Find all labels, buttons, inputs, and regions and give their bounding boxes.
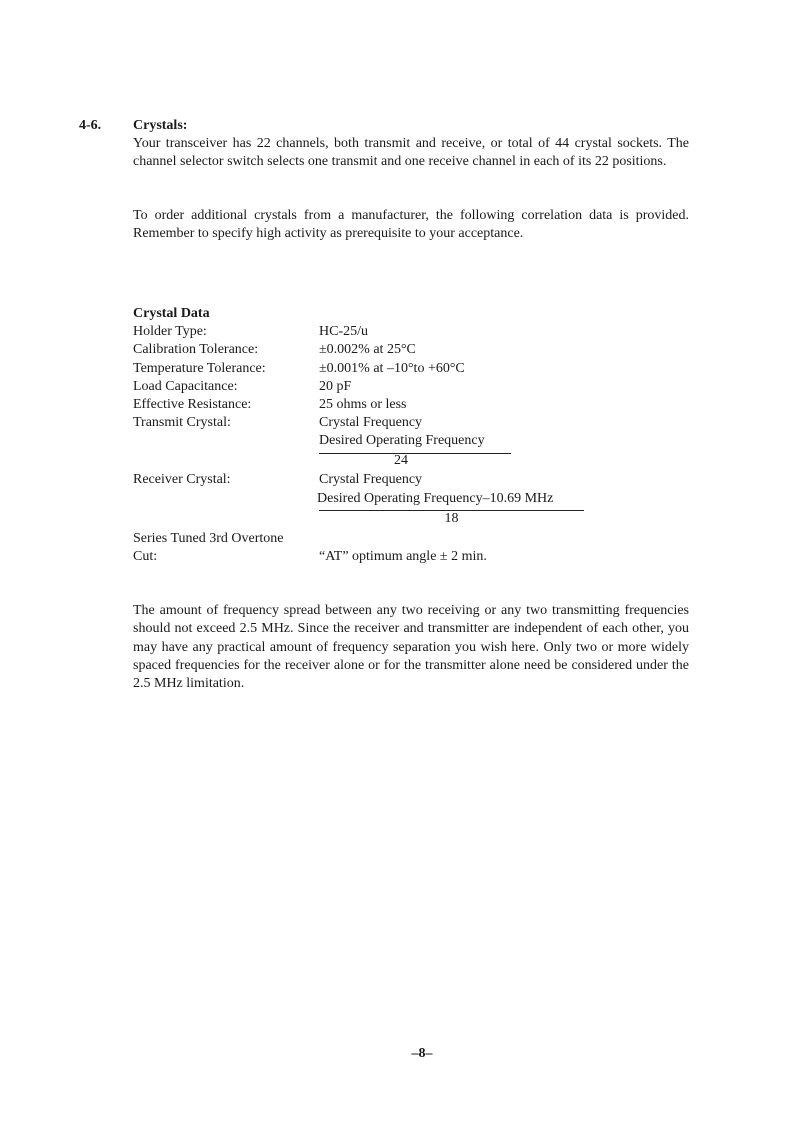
load-capacitance-label: Load Capacitance:	[133, 379, 238, 394]
receiver-fraction-denominator: 18	[444, 511, 459, 526]
transmit-crystal-label: Transmit Crystal:	[133, 415, 231, 430]
page-number: –8–	[411, 1046, 433, 1061]
calibration-tolerance-label: Calibration Tolerance:	[133, 342, 259, 357]
calibration-tolerance-value: ±0.002% at 25°C	[319, 342, 416, 357]
temperature-tolerance-value: ±0.001% at –10°to +60°C	[319, 361, 465, 376]
transmit-fraction-numerator: Desired Operating Frequency	[319, 433, 485, 448]
holder-type-value: HC-25/u	[319, 324, 368, 339]
receiver-crystal-label: Receiver Crystal:	[133, 472, 231, 487]
cut-label-line1: Series Tuned 3rd Overtone	[133, 531, 284, 546]
load-capacitance-value: 20 pF	[319, 379, 352, 394]
receiver-fraction-numerator: Desired Operating Frequency–10.69 MHz	[317, 491, 554, 506]
transmit-crystal-frequency: Crystal Frequency	[319, 415, 423, 430]
section-title: Crystals:	[133, 118, 188, 133]
crystal-data-heading: Crystal Data	[133, 306, 210, 321]
temperature-tolerance-label: Temperature Tolerance:	[133, 361, 266, 376]
paragraph-intro: Your transceiver has 22 channels, both transmit and receive, or total of 44 crystal sockets. The channel selector switch selects one transmit and one receive channel in each of its 22 positions.	[133, 136, 689, 170]
holder-type-label: Holder Type:	[133, 324, 207, 339]
section-number: 4-6.	[79, 118, 102, 133]
transmit-fraction-denominator: 24	[394, 453, 408, 468]
receiver-crystal-frequency: Crystal Frequency	[319, 472, 423, 487]
effective-resistance-label: Effective Resistance:	[133, 397, 252, 412]
cut-label-line2: Cut:	[133, 549, 158, 564]
cut-value: “AT” optimum angle ± 2 min.	[319, 549, 487, 564]
effective-resistance-value: 25 ohms or less	[319, 397, 407, 412]
paragraph-frequency-spread: The amount of frequency spread between any two receiving or any two transmitting frequencies should not exceed 2.5 MHz. Since the receiver and transmitter are independent of each other, you may have any practical amount of frequency separation you wish here. Only two or more widely spaced frequencies for the receiver alone or for the transmitter alone need be considered under the 2.5 MHz limitation.	[133, 603, 689, 692]
paragraph-ordering: To order additional crystals from a manufacturer, the following correlation data is provided. Remember to specify high activity as prerequisite to your acceptance.	[133, 208, 689, 242]
